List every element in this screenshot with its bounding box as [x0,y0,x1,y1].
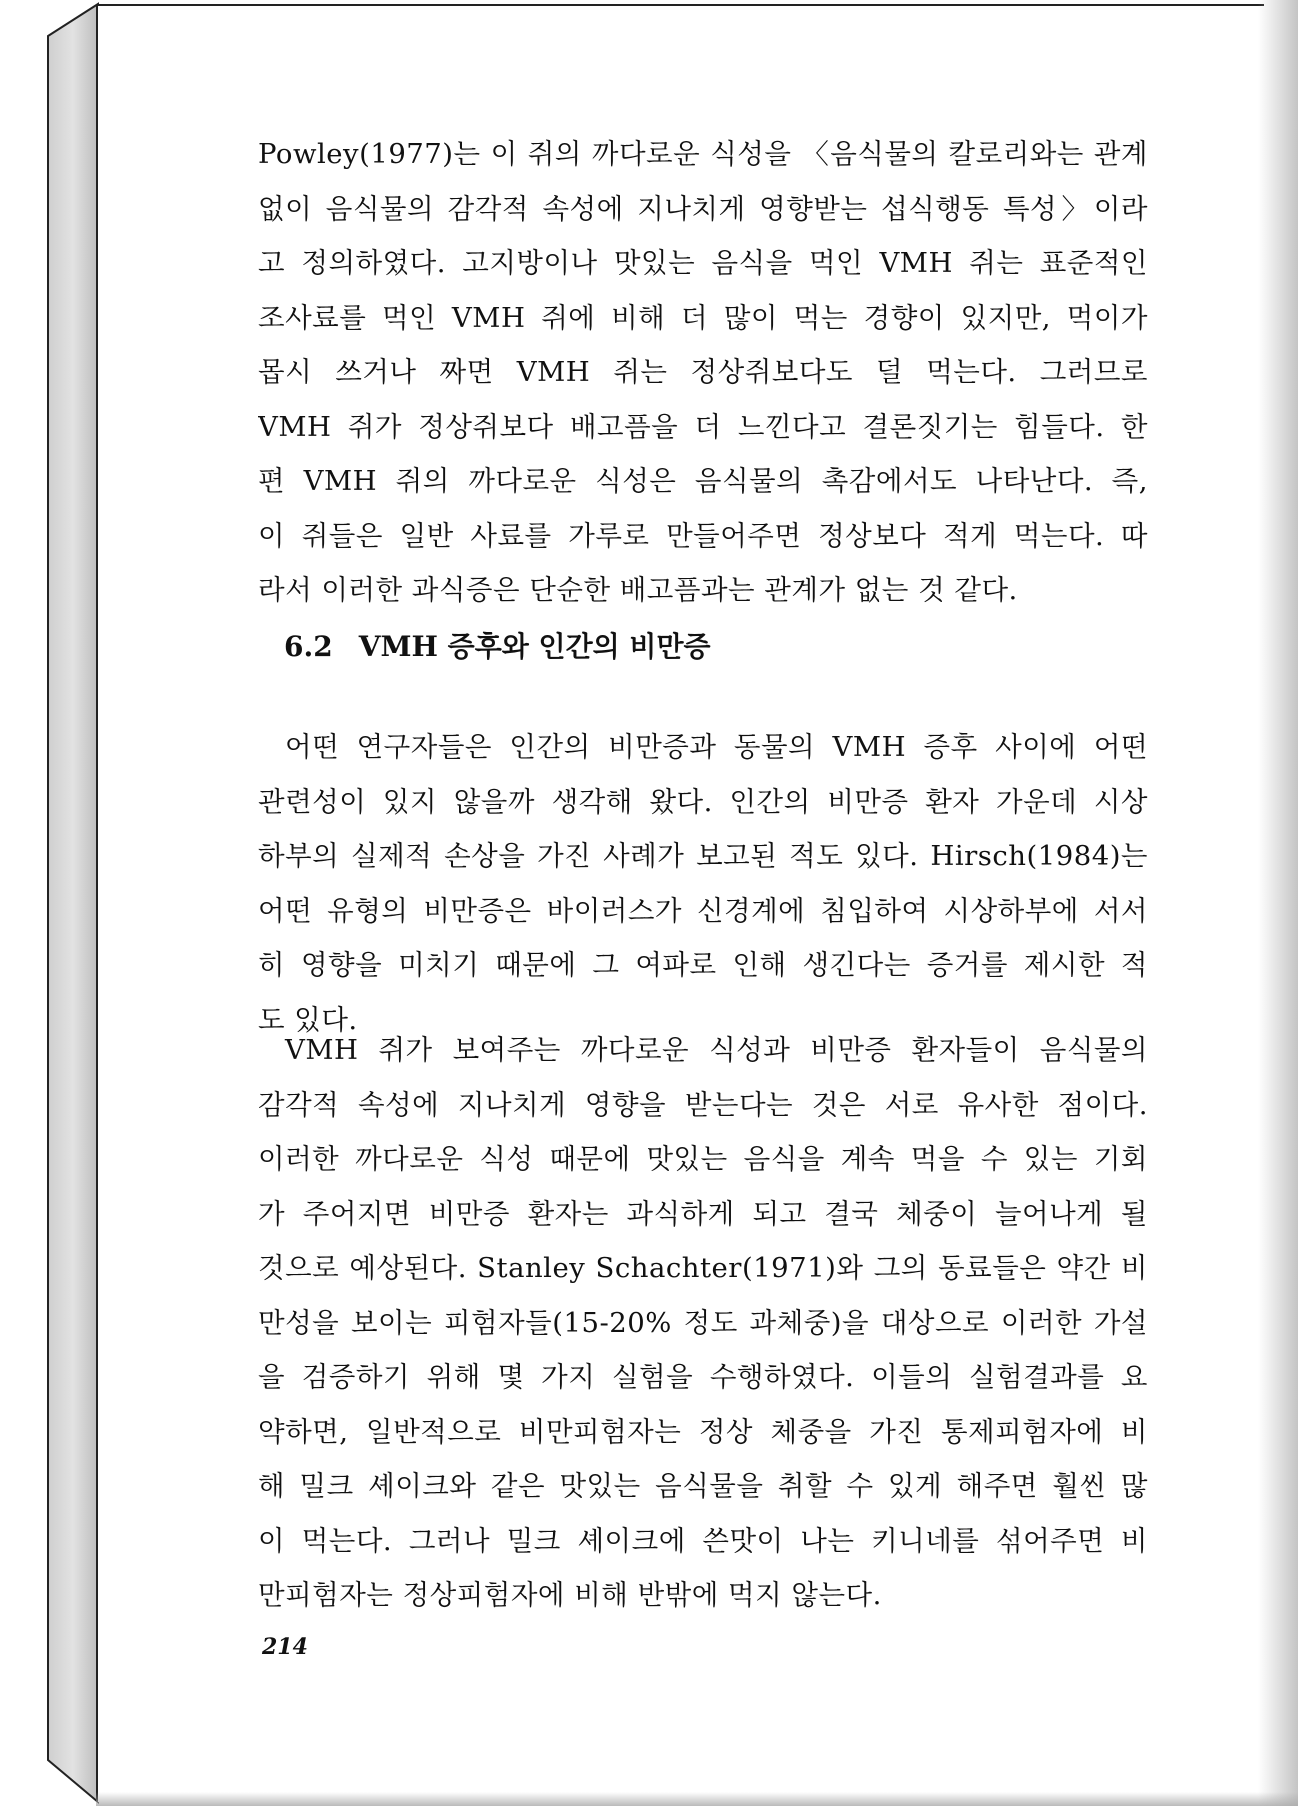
paragraph-2-line: 관련성이 있지 않을까 생각해 왔다. 인간의 비만증 환자 가운데 시상 [258,785,1148,818]
paragraph-1-line: 몹시 쓰거나 짜면 VMH 쥐는 정상쥐보다도 덜 먹는다. 그러므로 [258,356,1148,388]
paragraph-1-line: Powley(1977)는 이 쥐의 까다로운 식성을 〈음식물의 칼로리와는 관계 [258,138,1148,170]
paragraph-2 [258,720,1148,1047]
paragraph-3-line: 만성을 보이는 피험자들(15-20% 정도 과체중)을 대상으로 이러한 가설 [258,1306,1148,1339]
paragraph-2-line: 하부의 실제적 손상을 가진 사례가 보고된 적도 있다. Hirsch(1984)는 [258,840,1148,872]
paragraph-3-line: 약하면, 일반적으로 비만피험자는 정상 체중을 가진 통제피험자에 비 [258,1415,1148,1448]
paragraph-3-line: 것으로 예상된다. Stanley Schachter(1971)와 그의 동료들은 약간 비 [258,1252,1148,1284]
paragraph-2-line: 도 있다. [258,1003,358,1036]
paragraph-3-line: 이 먹는다. 그러나 밀크 셰이크에 쓴맛이 나는 키니네를 섞어주면 비 [258,1524,1148,1557]
paragraph-1-line: 고 정의하였다. 고지방이나 맛있는 음식을 먹인 VMH 쥐는 표준적인 [258,247,1148,279]
paragraph-3 [258,1023,1148,1623]
paragraph-2-line: 어떤 연구자들은 인간의 비만증과 동물의 VMH 증후 사이에 어떤 [285,731,1148,763]
page-edge-shadow [1258,0,1298,1806]
paragraph-1 [258,127,1148,618]
paragraph-3-line: 해 밀크 셰이크와 같은 맛있는 음식물을 취할 수 있게 해주면 훨씬 많 [258,1470,1148,1502]
paragraph-3-line: 이러한 까다로운 식성 때문에 맛있는 음식을 계속 먹을 수 있는 기회 [258,1143,1148,1175]
paragraph-1-line: VMH 쥐가 정상쥐보다 배고픔을 더 느낀다고 결론짓기는 힘들다. 한 [258,410,1148,443]
page-bottom-shadow [96,1792,1298,1806]
paragraph-3-line: 가 주어지면 비만증 환자는 과식하게 되고 결국 체중이 늘어나게 될 [258,1197,1148,1230]
paragraph-1-line: 없이 음식물의 감각적 속성에 지나치게 영향받는 섭식행동 특성〉이라 [258,192,1148,225]
paragraph-3-line: 감각적 속성에 지나치게 영향을 받는다는 것은 서로 유사한 점이다. [258,1088,1148,1121]
page-number: 214 [262,1634,308,1660]
book-spine [0,0,110,1806]
section-number: 6.2 [284,630,333,663]
paragraph-1-line: 이 쥐들은 일반 사료를 가루로 만들어주면 정상보다 적게 먹는다. 따 [258,519,1148,552]
section-title: VMH 증후와 인간의 비만증 [358,630,711,663]
section-heading [284,625,711,665]
paragraph-1-line: 라서 이러한 과식증은 단순한 배고픔과는 관계가 없는 것 같다. [258,574,1018,606]
paragraph-1-line: 편 VMH 쥐의 까다로운 식성은 음식물의 촉감에서도 나타난다. 즉, [258,465,1148,497]
paragraph-2-line: 어떤 유형의 비만증은 바이러스가 신경계에 침입하여 시상하부에 서서 [258,894,1148,927]
paragraph-2-line: 히 영향을 미치기 때문에 그 여파로 인해 생긴다는 증거를 제시한 적 [258,949,1148,981]
paragraph-3-line: 을 검증하기 위해 몇 가지 실험을 수행하였다. 이들의 실험결과를 요 [258,1361,1148,1393]
paragraph-3-line: 만피험자는 정상피험자에 비해 반밖에 먹지 않는다. [258,1579,882,1611]
paragraph-3-line: VMH 쥐가 보여주는 까다로운 식성과 비만증 환자들이 음식물의 [285,1034,1148,1066]
paragraph-1-line: 조사료를 먹인 VMH 쥐에 비해 더 많이 먹는 경향이 있지만, 먹이가 [258,301,1148,334]
